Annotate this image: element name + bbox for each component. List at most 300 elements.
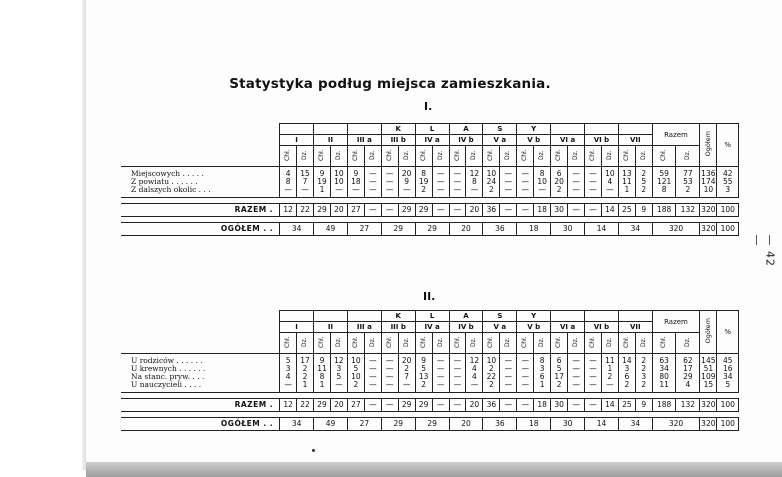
ogolem-cell: 34 — [618, 418, 652, 431]
sex-header — [381, 333, 398, 354]
data-cell: 10 2 22 2 — [483, 354, 500, 393]
ogolem-header — [700, 124, 717, 167]
razem-label: RAZEM . — [121, 399, 280, 412]
sex-header — [618, 333, 635, 354]
razem-cell: 22 — [297, 204, 314, 217]
sex-label: Dz. — [470, 150, 478, 160]
data-cell: 20 9 — — [398, 167, 415, 198]
sex-header — [330, 146, 347, 167]
ogolem-row — [121, 418, 739, 431]
data-cell: — — — — — [432, 354, 449, 393]
letter-cell — [618, 124, 652, 135]
razem-cell: 36 — [483, 399, 500, 412]
page-title: Statystyka podług miejsca zamieszkania. — [229, 76, 551, 92]
sex-header — [398, 146, 415, 167]
data-cell: — — — — — [500, 354, 517, 393]
sex-label: Dz. — [436, 150, 444, 160]
class-header: II — [314, 322, 348, 333]
data-cell: 136 174 10 — [700, 167, 717, 198]
class-header: VII — [618, 322, 652, 333]
razem-cell: 12 — [280, 204, 297, 217]
page-bottom-edge — [86, 462, 782, 477]
class-header: V b — [517, 135, 551, 146]
sex-label: Dz. — [402, 150, 410, 160]
ogolem-label: Ogółem — [704, 318, 713, 344]
razem-cell: 14 — [601, 399, 618, 412]
data-cell: 62 17 29 4 — [676, 354, 700, 393]
sex-header — [601, 333, 618, 354]
sex-header — [449, 146, 466, 167]
percent-header: % — [717, 311, 739, 354]
sex-label: Dz. — [639, 337, 647, 347]
letter-cell: Y — [517, 311, 551, 322]
razem-cell: 132 — [676, 204, 700, 217]
sex-label: Chł. — [318, 336, 325, 348]
sex-label: Chł. — [521, 149, 529, 161]
sex-label: Chł. — [660, 336, 668, 348]
data-cell: — — — — [364, 167, 381, 198]
class-header: I — [280, 322, 314, 333]
ogolem-cell: 49 — [314, 223, 348, 236]
class-header: VI a — [551, 135, 585, 146]
data-cell: 13 11 1 — [618, 167, 635, 198]
razem-cell: 27 — [347, 399, 364, 412]
sex-header — [314, 333, 331, 354]
data-cell: 145 51 109 15 — [700, 354, 717, 393]
sex-header — [314, 146, 331, 167]
sex-header — [398, 333, 415, 354]
letter-cell — [347, 124, 381, 135]
sex-label: Chł. — [487, 336, 495, 348]
sex-label: Dz. — [436, 337, 444, 347]
data-cell: 6 20 2 — [551, 167, 568, 198]
sex-label: Chł. — [555, 336, 563, 348]
sex-label: Chł. — [660, 149, 668, 161]
data-cell: 2 2 3 2 — [635, 354, 652, 393]
sex-header — [347, 146, 364, 167]
letter-cell: A — [449, 124, 483, 135]
razem-cell: 29 — [314, 399, 331, 412]
razem-cell: 132 — [676, 399, 700, 412]
sex-header — [364, 146, 381, 167]
sex-header — [297, 146, 314, 167]
letter-cell: L — [415, 124, 449, 135]
data-cell: 12 3 5 — — [330, 354, 347, 393]
ogolem-cell: 27 — [347, 418, 381, 431]
sex-label: Dz. — [538, 337, 546, 347]
sex-label: Dz. — [504, 150, 512, 160]
sex-header — [466, 333, 483, 354]
data-cell: — — — — — [568, 354, 585, 393]
sex-header — [635, 146, 652, 167]
razem-cell: 20 — [466, 204, 483, 217]
data-cell: — — — — [585, 167, 602, 198]
sex-label: Dz. — [334, 150, 342, 160]
razem-cell: 29 — [398, 204, 415, 217]
letter-cell — [551, 124, 585, 135]
letter-cell: K — [381, 124, 415, 135]
data-cell: — — — — [449, 167, 466, 198]
razem-cell: 18 — [534, 399, 551, 412]
sex-header — [347, 333, 364, 354]
data-cell: 10 10 — — [330, 167, 347, 198]
ogolem-label-cell: OGÓŁEM . . — [121, 418, 280, 431]
ogolem-cell: 100 — [717, 418, 739, 431]
letter-cell — [618, 311, 652, 322]
razem-cell: — — [432, 204, 449, 217]
class-header: V a — [483, 322, 517, 333]
letter-cell: S — [483, 124, 517, 135]
row-labels: U rodziców . . . . . . U krewnych . . . . . . Na stanc. pryw. . . . U nauczycieli . . . . — [121, 354, 280, 393]
ogolem-label-cell: OGÓŁEM . . — [121, 223, 280, 236]
sex-label: Chł. — [318, 149, 325, 161]
razem-cell: 25 — [618, 399, 635, 412]
class-header: VI b — [585, 135, 619, 146]
sex-label: Dz. — [639, 150, 647, 160]
letter-cell: K — [381, 311, 415, 322]
sex-header — [330, 333, 347, 354]
razem-header: Razem — [652, 311, 699, 333]
sex-header — [652, 146, 676, 167]
sex-label: Chł. — [284, 336, 292, 348]
data-cell: 2 5 2 — [635, 167, 652, 198]
razem-cell: 14 — [601, 204, 618, 217]
sex-header — [483, 333, 500, 354]
sex-label: Chł. — [284, 149, 292, 161]
razem-cell: — — [568, 399, 585, 412]
razem-cell: — — [568, 204, 585, 217]
razem-row — [121, 399, 739, 412]
sex-label: Dz. — [301, 150, 309, 160]
sex-label: Dz. — [368, 337, 376, 347]
sex-header — [601, 146, 618, 167]
sex-header — [364, 333, 381, 354]
data-cell: 45 16 34 5 — [717, 354, 739, 393]
razem-cell: — — [500, 399, 517, 412]
sex-header — [652, 333, 676, 354]
ogolem-cell: 20 — [449, 223, 483, 236]
sex-header — [432, 333, 449, 354]
table-section-1 — [121, 123, 739, 236]
data-cell: — — — — — [381, 354, 398, 393]
razem-cell: 188 — [652, 399, 676, 412]
letter-cell: Y — [517, 124, 551, 135]
ogolem-cell: 27 — [347, 223, 381, 236]
sex-header — [551, 146, 568, 167]
sex-label: Chł. — [419, 336, 427, 348]
sex-header — [585, 146, 602, 167]
sex-header — [381, 146, 398, 167]
razem-cell: 30 — [551, 399, 568, 412]
razem-cell: 18 — [534, 204, 551, 217]
class-header: I — [280, 135, 314, 146]
ogolem-cell: 34 — [618, 223, 652, 236]
razem-cell: — — [432, 399, 449, 412]
data-cell: 14 3 6 2 — [618, 354, 635, 393]
razem-cell: — — [585, 399, 602, 412]
letter-cell — [314, 124, 348, 135]
razem-cell: 29 — [398, 399, 415, 412]
data-cell: 20 2 7 — — [398, 354, 415, 393]
razem-cell: — — [364, 204, 381, 217]
ogolem-cell: 14 — [585, 418, 619, 431]
razem-cell: 100 — [717, 399, 739, 412]
sex-header — [483, 146, 500, 167]
data-cell: — — — — — [517, 354, 534, 393]
sex-header — [500, 333, 517, 354]
razem-cell: 20 — [330, 399, 347, 412]
razem-cell: 30 — [551, 204, 568, 217]
razem-row — [121, 204, 739, 217]
sex-header — [280, 333, 297, 354]
sex-header — [534, 333, 551, 354]
data-cell: 11 1 2 — — [601, 354, 618, 393]
sex-header — [517, 146, 534, 167]
sex-label: Dz. — [683, 337, 691, 347]
letter-cell — [280, 311, 314, 322]
class-header: IV a — [415, 322, 449, 333]
letter-cell: S — [483, 311, 517, 322]
sex-header — [517, 333, 534, 354]
razem-cell: — — [381, 399, 398, 412]
sex-label: Chł. — [555, 149, 563, 161]
razem-cell: 25 — [618, 204, 635, 217]
data-cell: 10 4 — — [601, 167, 618, 198]
sex-label: Dz. — [470, 337, 478, 347]
sex-label: Dz. — [538, 150, 546, 160]
sex-label: Chł. — [622, 149, 630, 161]
data-cell: — — — — [381, 167, 398, 198]
ogolem-header — [700, 311, 717, 354]
header-corner — [121, 311, 280, 354]
section-2-label: II. — [423, 290, 436, 303]
data-cell: — — — — [517, 167, 534, 198]
sex-label: Chł. — [622, 336, 630, 348]
data-cell: 8 19 2 — [415, 167, 432, 198]
razem-cell: — — [517, 399, 534, 412]
data-cell: 10 5 10 2 — [347, 354, 364, 393]
sex-header — [568, 146, 585, 167]
ogolem-cell: 100 — [717, 223, 739, 236]
data-cell: 8 10 — — [534, 167, 551, 198]
sex-header — [551, 333, 568, 354]
letter-cell — [314, 311, 348, 322]
data-cell: 4 8 — — [280, 167, 297, 198]
sex-header — [449, 333, 466, 354]
data-cell: 10 24 2 — [483, 167, 500, 198]
data-cell: — — — — — [449, 354, 466, 393]
ogolem-cell: 29 — [415, 418, 449, 431]
ogolem-row — [121, 223, 739, 236]
header-corner — [121, 124, 280, 167]
sex-label: Dz. — [402, 337, 410, 347]
class-header: IV a — [415, 135, 449, 146]
sex-label: Chł. — [487, 149, 495, 161]
razem-cell: 100 — [717, 204, 739, 217]
class-header: III b — [381, 322, 415, 333]
data-cell: 15 7 — — [297, 167, 314, 198]
data-row — [121, 354, 739, 393]
razem-cell: 29 — [314, 204, 331, 217]
ogolem-cell: 30 — [551, 418, 585, 431]
sex-label: Chł. — [589, 336, 596, 348]
ogolem-cell: 36 — [483, 418, 517, 431]
ogolem-cell: 18 — [517, 418, 551, 431]
sex-label: Chł. — [453, 336, 461, 348]
letter-cell: L — [415, 311, 449, 322]
ogolem-cell: 34 — [280, 223, 314, 236]
data-cell: 6 5 17 2 — [551, 354, 568, 393]
class-header: VI b — [585, 322, 619, 333]
sex-header — [585, 333, 602, 354]
ogolem-cell: 30 — [551, 223, 585, 236]
class-header: III a — [347, 322, 381, 333]
letter-cell — [585, 311, 619, 322]
data-cell: — — — — — [585, 354, 602, 393]
razem-cell: — — [449, 204, 466, 217]
data-cell: — — — — [432, 167, 449, 198]
data-cell: — — — — [568, 167, 585, 198]
razem-cell: 320 — [700, 204, 717, 217]
sex-label: Dz. — [334, 337, 342, 347]
data-cell: 59 121 8 — [652, 167, 676, 198]
razem-label: RAZEM . — [121, 204, 280, 217]
sex-header — [500, 146, 517, 167]
data-cell: 12 4 4 — — [466, 354, 483, 393]
data-cell: — — — — — [364, 354, 381, 393]
razem-cell: 9 — [635, 399, 652, 412]
data-cell: 9 19 1 — [314, 167, 331, 198]
razem-cell: — — [500, 204, 517, 217]
razem-cell: — — [517, 204, 534, 217]
razem-cell: — — [381, 204, 398, 217]
percent-header: % — [717, 124, 739, 167]
table-section-2 — [121, 310, 739, 431]
data-cell: 17 2 2 1 — [297, 354, 314, 393]
sex-label: Chł. — [351, 336, 359, 348]
letter-cell — [347, 311, 381, 322]
class-header: V b — [517, 322, 551, 333]
data-cell: 8 3 6 1 — [534, 354, 551, 393]
letter-cell: A — [449, 311, 483, 322]
data-cell: 12 8 — — [466, 167, 483, 198]
sex-label: Chł. — [589, 149, 596, 161]
razem-cell: — — [585, 204, 602, 217]
sex-label: Chł. — [385, 336, 393, 348]
letter-cell — [551, 311, 585, 322]
class-header: VI a — [551, 322, 585, 333]
razem-cell: 36 — [483, 204, 500, 217]
letter-cell — [280, 124, 314, 135]
sex-header — [568, 333, 585, 354]
header-row-letters — [121, 124, 739, 135]
sex-header — [297, 333, 314, 354]
sex-label: Dz. — [572, 337, 580, 347]
razem-cell: 188 — [652, 204, 676, 217]
sex-label: Chł. — [385, 149, 393, 161]
ogolem-cell: 36 — [483, 223, 517, 236]
sex-header — [534, 146, 551, 167]
class-header: VII — [618, 135, 652, 146]
ink-dot — [312, 449, 315, 452]
razem-cell: 29 — [415, 399, 432, 412]
razem-cell: 9 — [635, 204, 652, 217]
data-cell: 9 11 8 1 — [314, 354, 331, 393]
class-header: III b — [381, 135, 415, 146]
razem-cell: 29 — [415, 204, 432, 217]
class-header: III a — [347, 135, 381, 146]
razem-cell: 20 — [466, 399, 483, 412]
sex-label: Dz. — [368, 150, 376, 160]
sex-header — [618, 146, 635, 167]
class-header: IV b — [449, 135, 483, 146]
razem-cell: 22 — [297, 399, 314, 412]
sex-header — [415, 333, 432, 354]
sex-label: Dz. — [683, 150, 691, 160]
razem-cell: 27 — [347, 204, 364, 217]
section-1-label: I. — [424, 100, 433, 113]
ogolem-cell: 29 — [381, 223, 415, 236]
sex-label: Dz. — [605, 150, 613, 160]
class-header: IV b — [449, 322, 483, 333]
ogolem-cell: 14 — [585, 223, 619, 236]
sex-label: Chł. — [351, 149, 359, 161]
ogolem-cell: 49 — [314, 418, 348, 431]
header-row-letters — [121, 311, 739, 322]
ogolem-cell: 34 — [280, 418, 314, 431]
razem-cell: 12 — [280, 399, 297, 412]
ogolem-cell: 29 — [381, 418, 415, 431]
data-cell: 9 5 13 2 — [415, 354, 432, 393]
ogolem-cell: 320 — [652, 418, 699, 431]
sex-header — [676, 333, 700, 354]
razem-cell: 20 — [330, 204, 347, 217]
ogolem-label: Ogółem — [704, 131, 713, 157]
data-cell: 77 53 2 — [676, 167, 700, 198]
ogolem-cell: 20 — [449, 418, 483, 431]
data-cell: — — — — [500, 167, 517, 198]
sex-header — [280, 146, 297, 167]
letter-cell — [585, 124, 619, 135]
page-number: — 42 — — [750, 234, 777, 267]
razem-cell: — — [364, 399, 381, 412]
sex-header — [635, 333, 652, 354]
class-header: II — [314, 135, 348, 146]
ogolem-cell: 18 — [517, 223, 551, 236]
sex-label: Chł. — [419, 149, 427, 161]
razem-cell: 320 — [700, 399, 717, 412]
sex-header — [432, 146, 449, 167]
ogolem-cell: 320 — [700, 418, 717, 431]
sex-label: Dz. — [605, 337, 613, 347]
row-labels: Miejscowych . . . . . Z powiatu . . . . . . Z dalszych okolic . . . — [121, 167, 280, 198]
data-cell: 9 18 — — [347, 167, 364, 198]
sex-header — [415, 146, 432, 167]
sex-label: Chł. — [453, 149, 461, 161]
sex-header — [466, 146, 483, 167]
ogolem-cell: 320 — [700, 223, 717, 236]
data-cell: 5 3 4 — — [280, 354, 297, 393]
sex-label: Dz. — [301, 337, 309, 347]
sex-label: Chł. — [521, 336, 529, 348]
data-cell: 63 34 80 11 — [652, 354, 676, 393]
razem-header: Razem — [652, 124, 699, 146]
razem-cell: — — [449, 399, 466, 412]
sex-label: Dz. — [504, 337, 512, 347]
ogolem-cell: 29 — [415, 223, 449, 236]
ogolem-cell: 320 — [652, 223, 699, 236]
class-header: V a — [483, 135, 517, 146]
